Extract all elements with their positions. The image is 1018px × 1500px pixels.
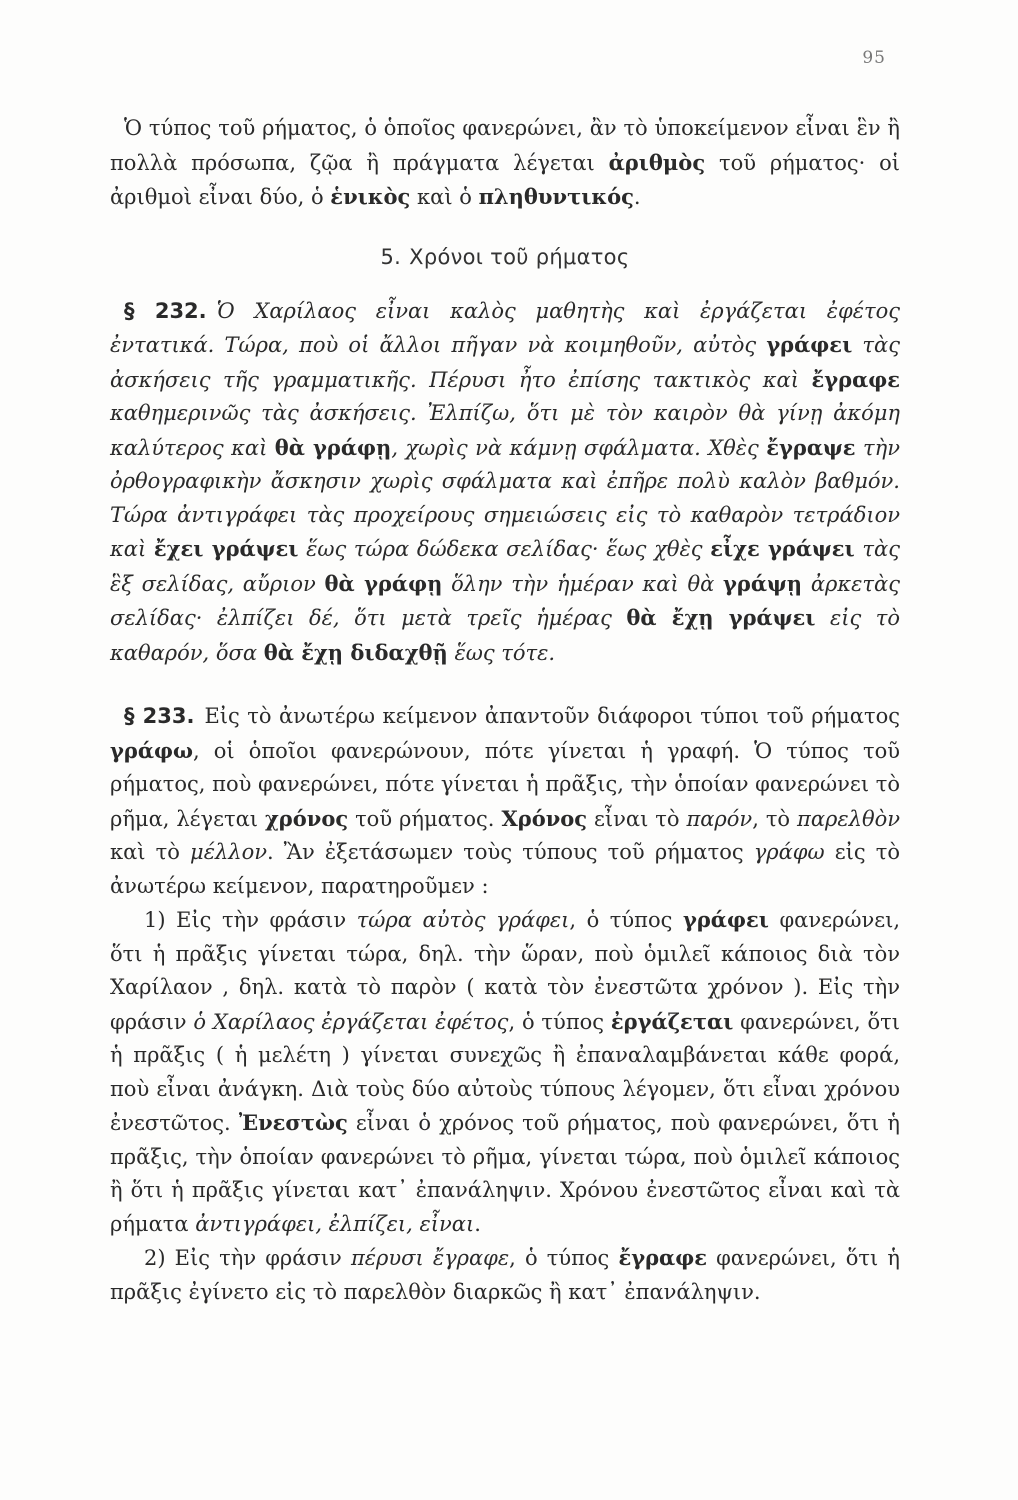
bold-term: θὰ ἔχῃ γράψει [626, 605, 816, 630]
list-item-1 [110, 903, 900, 1241]
section-mark-232: § 232. [124, 298, 207, 323]
bold-term: ἔγραψε [766, 434, 856, 460]
text-run: , ὁ τύπος [509, 1246, 619, 1270]
italic-run: εἰς τὸ καθαρόν, ὅσα [110, 606, 900, 665]
italic-run: καθημερινῶς τὰς ἀσκήσεις. Ἐλπίζω, ὅτι μὲ τὸν καιρὸν θὰ γίνῃ ἀκόμη καλύτερος καὶ [110, 401, 900, 460]
list-item-2 [110, 1241, 900, 1309]
section-heading [110, 245, 900, 269]
italic-run: τὰς ἀσκήσεις τῆς γραμματικῆς. Πέρυσι ἦτο ἐπίσης τακτικὸς καὶ [110, 333, 900, 392]
page-content [110, 112, 900, 1309]
bold-term: θὰ γράφῃ [324, 570, 443, 596]
italic-run: ἕως τότε. [447, 640, 556, 665]
italic-run: Ὁ Χαρίλαος εἶναι καλὸς μαθητὴς καὶ ἐργάζεται ἐφέτος ἐντατικά. Τώρα, ποὺ οἱ ἄλλοι πῆγαν νὰ κοιμηθοῦν, αὐτὸς [110, 298, 901, 357]
paragraph-233 [110, 700, 900, 903]
text-run: καὶ ὁ [410, 185, 479, 209]
text-run: τοῦ ρήματος. [348, 806, 502, 831]
italic-run: τώρα αὐτὸς γράφει [356, 908, 570, 932]
text-run: φανερώνει, ὅτι ἡ πρᾶξις ( ἡ μελέτη ) γίνεται συνεχῶς ἢ ἐπαναλαμβάνεται κάθε φορά, ποὺ εἶναι ἀνάγκη. Διὰ τοὺς δύο αὐτοὺς τύπους λέγομεν, ὅτι εἶναι χρόνου ἐνεστῶτος. [110, 1009, 900, 1135]
section-mark-233: § 233. [124, 704, 195, 728]
bold-term: πληθυντικός [478, 184, 634, 209]
italic-run: παρελθὸν [797, 806, 900, 831]
bold-term: θὰ ἔχῃ διδαχθῇ [263, 639, 448, 665]
bold-term: ἀριθμὸς [608, 149, 706, 175]
text-run: . [633, 185, 641, 209]
bold-term: ἔχει γράψει [153, 536, 299, 561]
text-run: Ὁ τύπος τοῦ ρήματος, ὁ ὁποῖος φανερώνει, ἂν τὸ ὑποκείμενον εἶναι ἓν ἢ πολλὰ πρόσωπα, ζῷα ἢ πράγματα λέγεται [110, 116, 900, 175]
text-run: 2) Εἰς τὴν φράσιν [144, 1246, 351, 1270]
bold-term: ἐργάζεται [610, 1008, 734, 1034]
page-number: 95 [862, 48, 886, 68]
bold-term: γράφω [110, 737, 193, 763]
text-run: εἰς τὸ ἀνωτέρω κείμενον, παρατηροῦμεν : [110, 840, 900, 898]
text-run: . Ἂν ἐξετάσωμεν τοὺς τύπους τοῦ ρήματος [267, 840, 754, 864]
bold-term: ἔγραφε [811, 366, 900, 392]
text-run: τοῦ ρήματος· οἱ ἀριθμοὶ εἶναι δύο, ὁ [110, 150, 900, 209]
section-heading-text: Χρόνοι τοῦ ρήματος [409, 244, 630, 269]
bold-term: γράφει [682, 907, 769, 932]
italic-run: μέλλον [190, 840, 267, 864]
bold-term: ἑνικὸς [330, 184, 411, 209]
text-run: . [474, 1211, 481, 1236]
bold-term: Ἐνεστὼς [238, 1110, 348, 1135]
bold-term: Χρόνος [501, 805, 588, 831]
bold-term: θὰ γράφῃ [274, 434, 392, 460]
bold-term: χρόνος [264, 805, 349, 831]
italic-run: ὁ Χαρίλαος ἐργάζεται ἐφέτος [193, 1009, 509, 1034]
text-run: εἶναι ὁ χρόνος τοῦ ρήματος, ποὺ φανερώνει, ὅτι ἡ πρᾶξις, τὴν ὁποίαν φανερώνει τὸ ρῆμα, γίνεται τώρα, ποὺ ὁμιλεῖ κάποιος ἢ ὅτι ἡ πρᾶξις γίνεται κατ᾽ ἐπανάληψιν. Χρόνου ἐνεστῶτος εἶναι καὶ τὰ ρήματα [110, 1111, 900, 1236]
text-run: καὶ τὸ [110, 840, 191, 864]
italic-run: ἀρκετὰς σελίδας· ἐλπίζει δέ, ὅτι μετὰ τρεῖς ἡμέρας [110, 571, 900, 630]
text-run: , τὸ [752, 806, 798, 831]
italic-run: ἀντιγράφει, ἐλπίζει, εἶναι [195, 1211, 475, 1236]
section-heading-number: 5. [380, 244, 402, 269]
bold-term: γράψῃ [723, 570, 803, 596]
bold-term: ἔγραφε [618, 1245, 707, 1270]
text-run: , οἱ ὁποῖοι φανερώνουν, πότε γίνεται ἡ γραφή. Ὁ τύπος τοῦ ρήματος, ποὺ φανερώνει, πότε γίνεται ἡ πρᾶξις, τὴν ὁποίαν φανερώνει τὸ ρῆμα, λέγεται [110, 738, 900, 831]
italic-run: τὴν ὀρθογραφικὴν ἄσκησιν χωρὶς σφάλματα καὶ ἐπῆρε πολὺ καλὸν βαθμόν. Τώρα ἀντιγράφει τὰς προχείρους σημειώσεις εἰς τὸ καθαρὸν τετράδιον καὶ [110, 435, 901, 561]
italic-run: παρόν [686, 806, 753, 831]
italic-run: πέρυσι ἔγραφε [350, 1246, 510, 1270]
italic-run: γράφω [753, 840, 825, 864]
italic-run: ὅλην τὴν ἡμέραν καὶ θὰ [442, 571, 724, 596]
text-run: 1) Εἰς τὴν φράσιν [144, 908, 357, 932]
text-run: Εἰς τὸ ἀνωτέρω κείμενον ἀπαντοῦν διάφοροι τύποι τοῦ ρήματος [204, 704, 901, 728]
text-run: , ὁ τύπος [508, 1009, 611, 1034]
italic-run: ἕως τώρα δώδεκα σελίδας· ἕως χθὲς [298, 537, 711, 561]
text-run: φανερώνει, ὅτι ἡ πρᾶξις ἐγίνετο εἰς τὸ παρελθὸν διαρκῶς ἢ κατ᾽ ἐπανάληψιν. [110, 1246, 900, 1304]
bold-term: εἶχε γράψει [710, 536, 855, 561]
text-run: εἶναι τὸ [587, 806, 687, 831]
paragraph-232 [110, 295, 900, 671]
text-run: φανερώνει, ὅτι ἡ πρᾶξις γίνεται τώρα, δηλ. τὴν ὥραν, ποὺ ὁμιλεῖ κάποιος διὰ τὸν Χαρίλαον , δηλ. κατὰ τὸ παρὸν ( κατὰ τὸν ἐνεστῶτα χρόνον ). Εἰς τὴν φράσιν [110, 908, 900, 1034]
italic-run: τὰς ἓξ σελίδας, αὔριον [110, 537, 900, 596]
italic-run: , χωρὶς νὰ κάμνῃ σφάλματα. Χθὲς [391, 435, 767, 460]
text-run: , ὁ τύπος [569, 908, 683, 932]
paragraph-number-definition [110, 112, 900, 215]
bold-term: γράφει [766, 332, 853, 357]
